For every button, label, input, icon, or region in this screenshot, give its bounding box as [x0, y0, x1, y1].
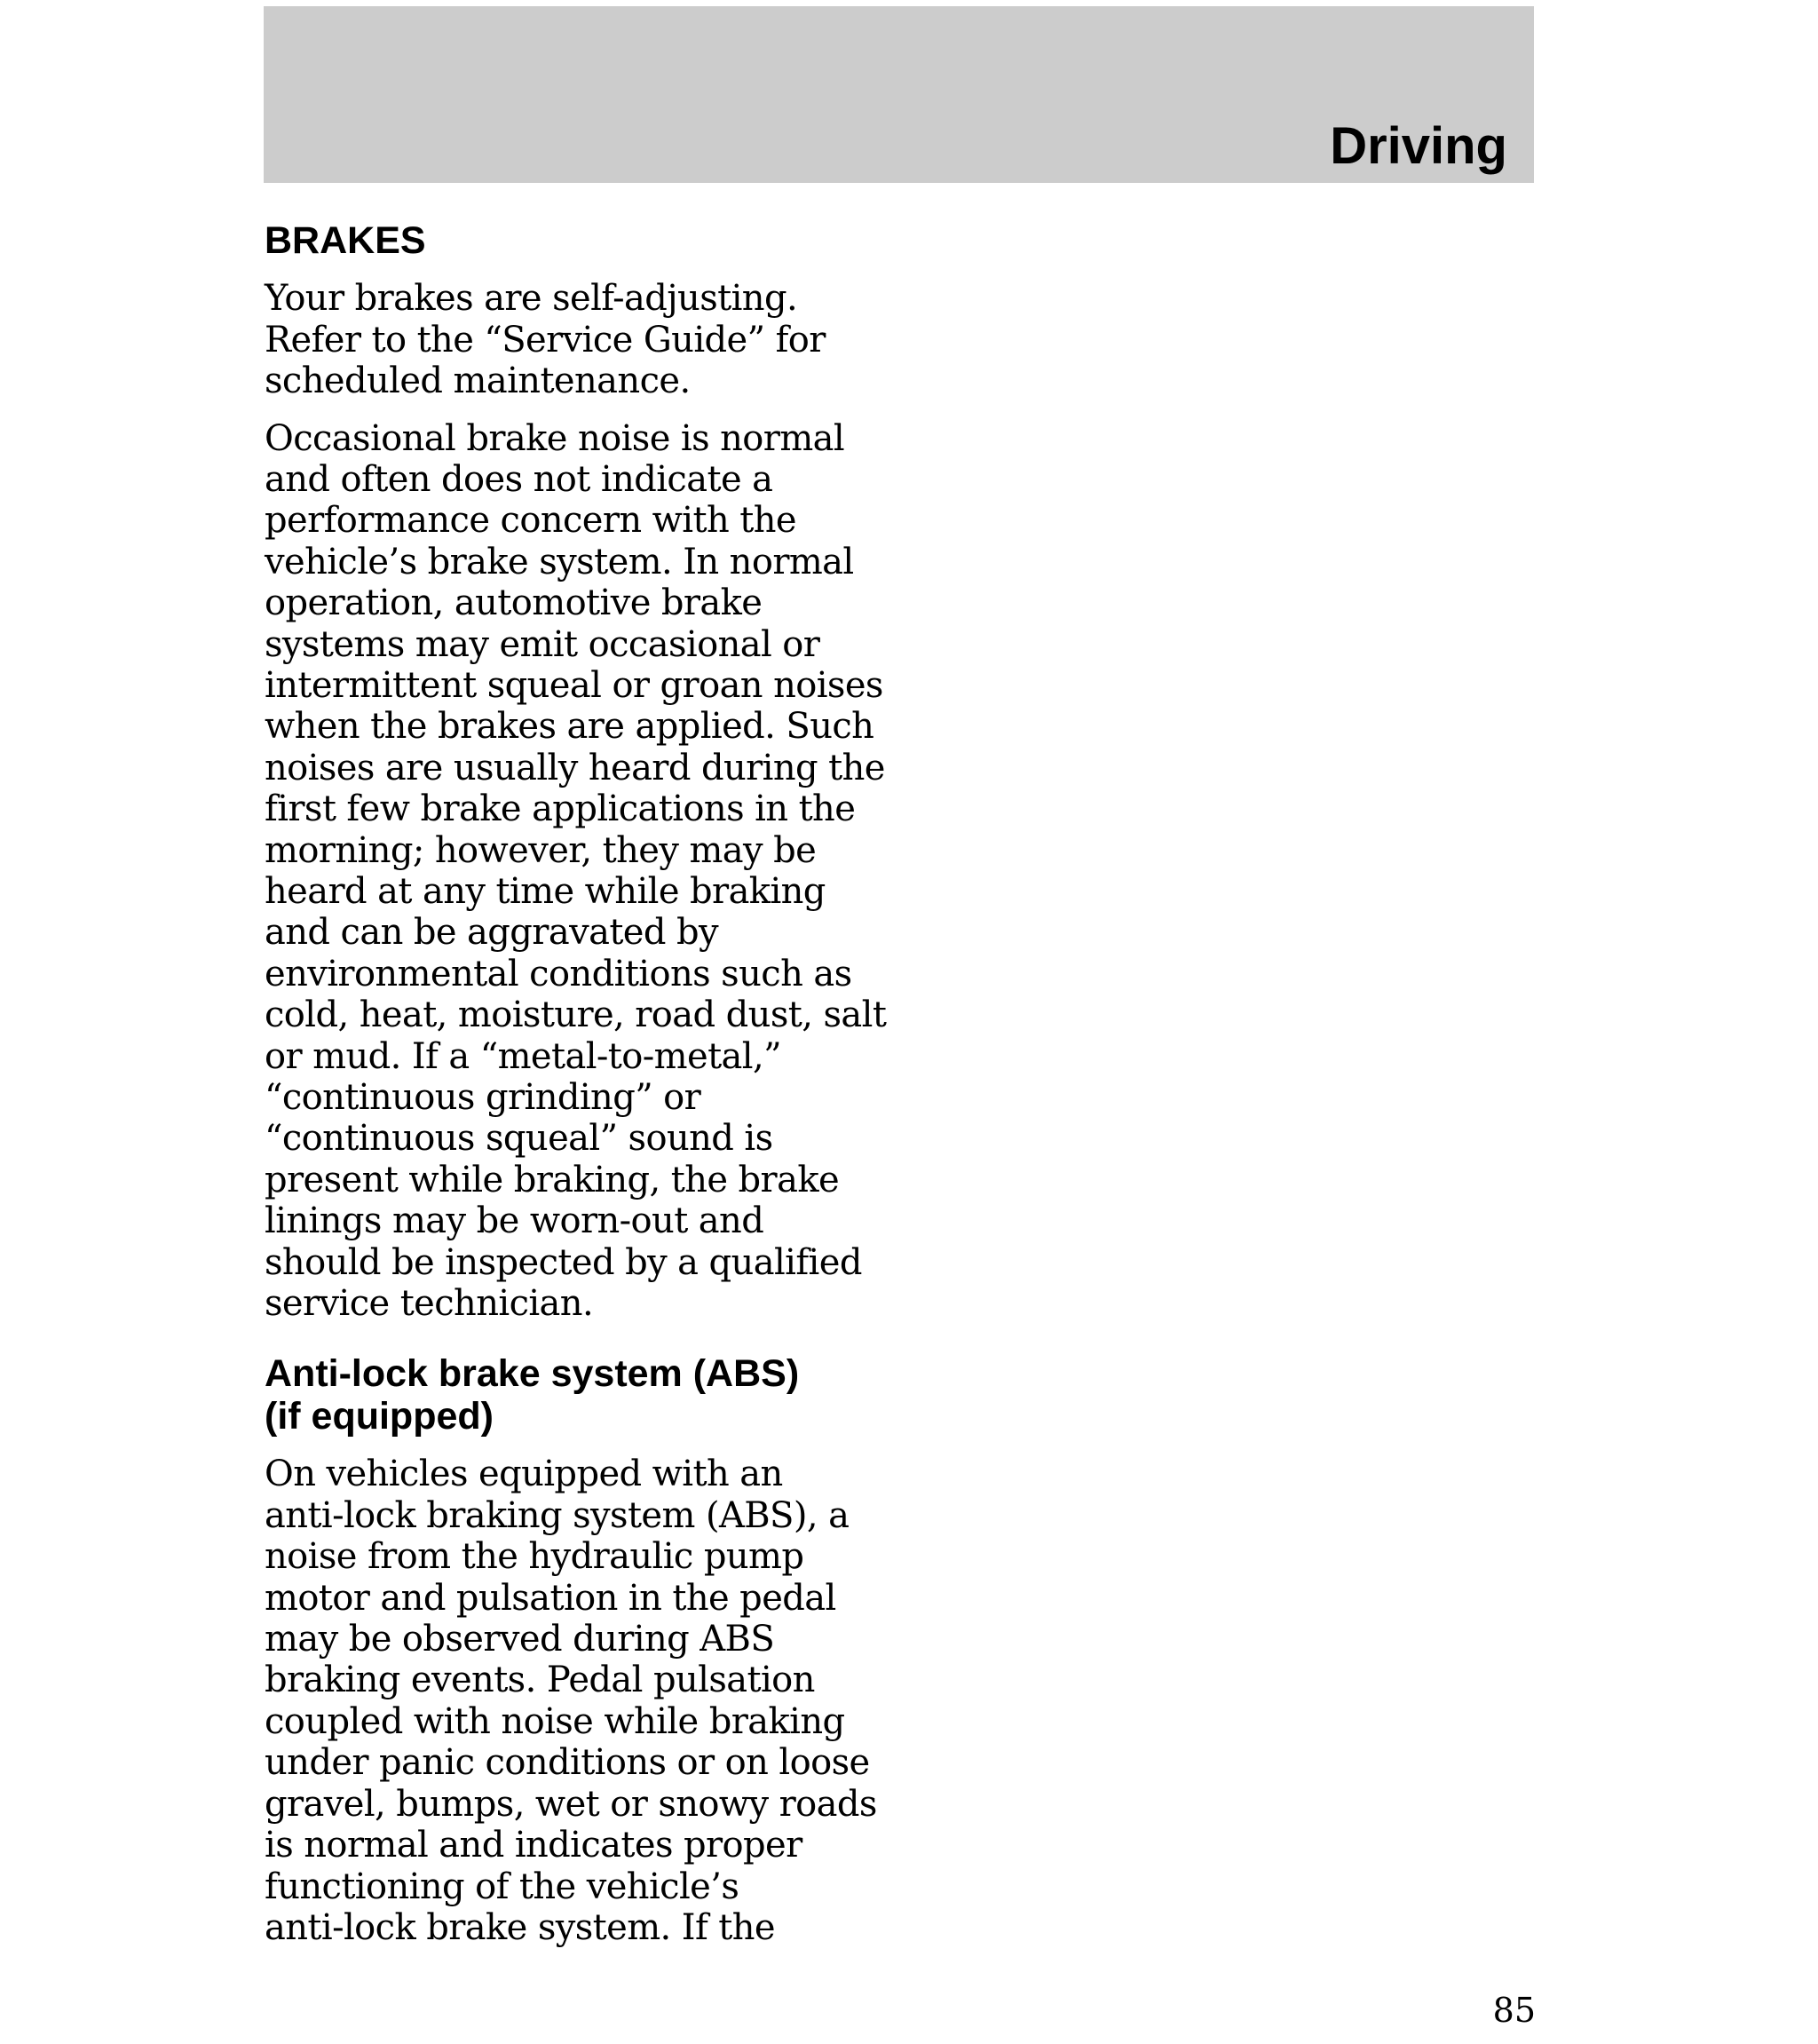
text-line: Occasional brake noise is normal [265, 417, 845, 459]
text-line: cold, heat, moisture, road dust, salt [265, 994, 887, 1036]
text-line: under panic conditions or on loose [265, 1742, 870, 1784]
text-line: coupled with noise while braking [265, 1700, 845, 1742]
text-line: may be observed during ABS [265, 1619, 775, 1660]
text-line: systems may emit occasional or [265, 623, 820, 665]
text-line: performance concern with the [265, 500, 796, 542]
text-line: intermittent squeal or groan noises [265, 664, 883, 706]
text-line: operation, automotive brake [265, 582, 763, 624]
brakes-paragraph-2 [265, 418, 904, 1325]
text-line: functioning of the vehicle’s [265, 1866, 739, 1907]
text-line: “continuous grinding” or [265, 1077, 701, 1119]
brakes-heading: BRAKES [265, 219, 426, 262]
text-line: Your brakes are self-adjusting. [265, 278, 798, 320]
text-line: when the brakes are applied. Such [265, 706, 874, 748]
text-line: scheduled maintenance. [265, 360, 691, 402]
text-line: and often does not indicate a [265, 458, 773, 500]
text-line: On vehicles equipped with an [265, 1454, 783, 1495]
text-line: should be inspected by a qualified [265, 1241, 862, 1283]
text-line: vehicle’s brake system. In normal [265, 541, 854, 582]
text-line: noises are usually heard during the [265, 747, 885, 788]
abs-heading [265, 1352, 904, 1438]
text-line: noise from the hydraulic pump [265, 1536, 804, 1578]
header-band [264, 6, 1534, 183]
page-number: 85 [1492, 1991, 1536, 2030]
heading-line: (if equipped) [265, 1395, 494, 1438]
heading-line: Anti-lock brake system (ABS) [265, 1352, 800, 1396]
text-line: service technician. [265, 1283, 594, 1325]
brakes-paragraph-1 [265, 278, 904, 401]
text-line: is normal and indicates proper [265, 1825, 802, 1866]
text-line: motor and pulsation in the pedal [265, 1577, 836, 1619]
text-line: and can be aggravated by [265, 912, 718, 954]
text-line: environmental conditions such as [265, 953, 852, 994]
abs-paragraph [265, 1454, 904, 1948]
text-line: braking events. Pedal pulsation [265, 1660, 815, 1701]
text-line: linings may be worn-out and [265, 1200, 764, 1242]
text-line: present while braking, the brake [265, 1159, 840, 1200]
text-line: Refer to the “Service Guide” for [265, 319, 826, 360]
text-line: morning; however, they may be [265, 829, 817, 871]
text-line: anti-lock braking system (ABS), a [265, 1494, 850, 1536]
text-line: or mud. If a “metal-to-metal,” [265, 1035, 781, 1077]
text-line: anti-lock brake system. If the [265, 1906, 776, 1948]
section-title: Driving [1330, 117, 1507, 175]
text-line: first few brake applications in the [265, 788, 856, 830]
text-line: heard at any time while braking [265, 870, 826, 912]
text-line: gravel, bumps, wet or snowy roads [265, 1783, 877, 1825]
main-content [265, 220, 904, 1964]
text-line: “continuous squeal” sound is [265, 1118, 773, 1160]
